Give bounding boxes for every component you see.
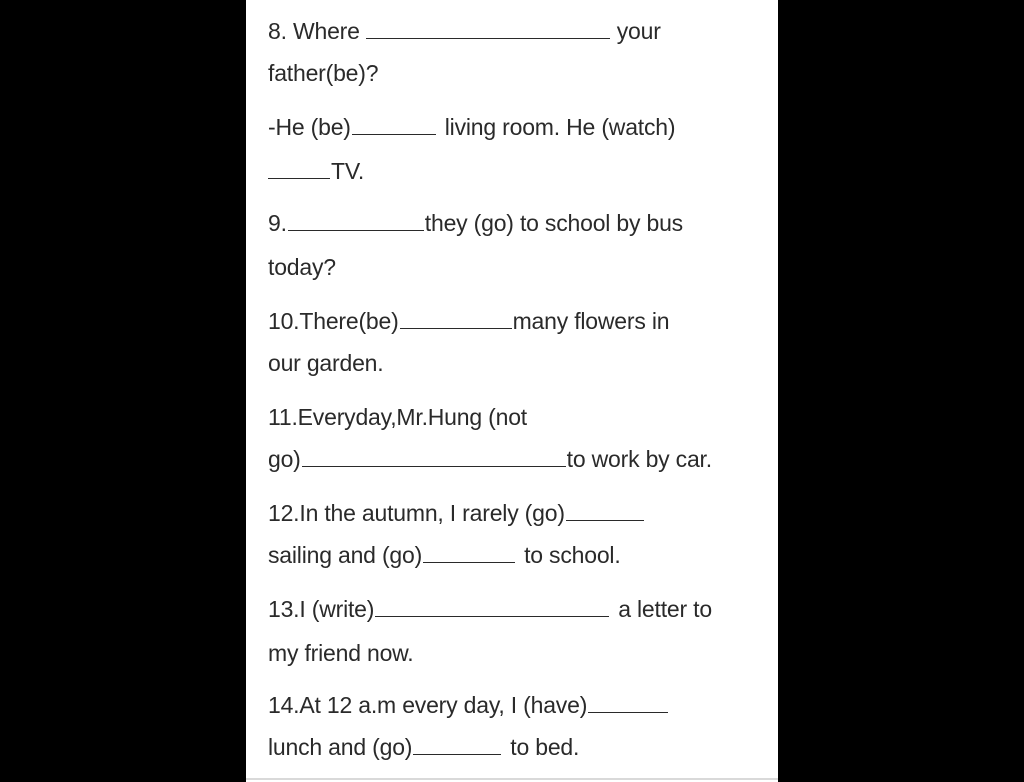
question-10-line-2 (268, 348, 383, 378)
question-11-line-1 (268, 402, 527, 432)
question-10-text-b: many flowers in (512, 308, 670, 334)
answer-blank[interactable] (566, 519, 644, 521)
question-8-text-b: your (616, 18, 661, 44)
question-14-line-2 (268, 732, 579, 762)
question-10-line-1 (268, 306, 669, 336)
question-8-text-e: living room. He (watch) (444, 114, 676, 140)
question-8-text-a: 8. Where (268, 18, 360, 44)
question-8-text-c: father(be)? (268, 60, 379, 86)
question-14-text-b: lunch and (go) (268, 734, 413, 760)
question-12-text-a: 12.In the autumn, I rarely (go) (268, 500, 565, 526)
answer-blank[interactable] (588, 711, 668, 713)
question-8-text-d: -He (be) (268, 114, 351, 140)
question-11-line-2 (268, 444, 712, 474)
answer-blank[interactable] (423, 561, 515, 563)
question-13-text-c: my friend now. (268, 640, 414, 666)
question-12-line-1 (268, 498, 645, 528)
question-12-text-c: to school. (524, 542, 621, 568)
question-9-line-2 (268, 252, 336, 282)
question-9-text-b: they (go) to school by bus (424, 210, 683, 236)
question-8-line-3 (268, 112, 675, 142)
question-11-text-c: to work by car. (566, 446, 712, 472)
answer-blank[interactable] (268, 177, 330, 179)
question-9-text-a: 9. (268, 210, 287, 236)
question-14-text-a: 14.At 12 a.m every day, I (have) (268, 692, 588, 718)
question-14-text-c: to bed. (510, 734, 580, 760)
question-8-text-f: TV. (331, 158, 365, 184)
question-8-line-2 (268, 58, 378, 88)
question-10-text-c: our garden. (268, 350, 384, 376)
answer-blank[interactable] (352, 133, 436, 135)
answer-blank[interactable] (302, 465, 566, 467)
question-14-line-1 (268, 690, 669, 720)
question-12-line-2 (268, 540, 621, 570)
answer-blank[interactable] (413, 753, 501, 755)
answer-blank[interactable] (375, 615, 609, 617)
question-11-text-a: 11.Everyday,Mr.Hung (not (268, 404, 527, 430)
question-12-text-b: sailing and (go) (268, 542, 423, 568)
question-13-line-2 (268, 638, 414, 668)
answer-blank[interactable] (288, 229, 424, 231)
question-11-text-b: go) (268, 446, 301, 472)
answer-blank[interactable] (366, 37, 610, 39)
answer-blank[interactable] (400, 327, 512, 329)
question-13-line-1 (268, 594, 712, 624)
question-8-line-1 (268, 16, 661, 46)
worksheet-page (246, 0, 778, 782)
question-10-text-a: 10.There(be) (268, 308, 399, 334)
question-9-text-c: today? (268, 254, 336, 280)
question-9-line-1 (268, 208, 683, 238)
page-bottom-divider (246, 778, 778, 780)
question-13-text-a: 13.I (write) (268, 596, 375, 622)
question-13-text-b: a letter to (618, 596, 712, 622)
question-8-line-4 (268, 156, 364, 186)
